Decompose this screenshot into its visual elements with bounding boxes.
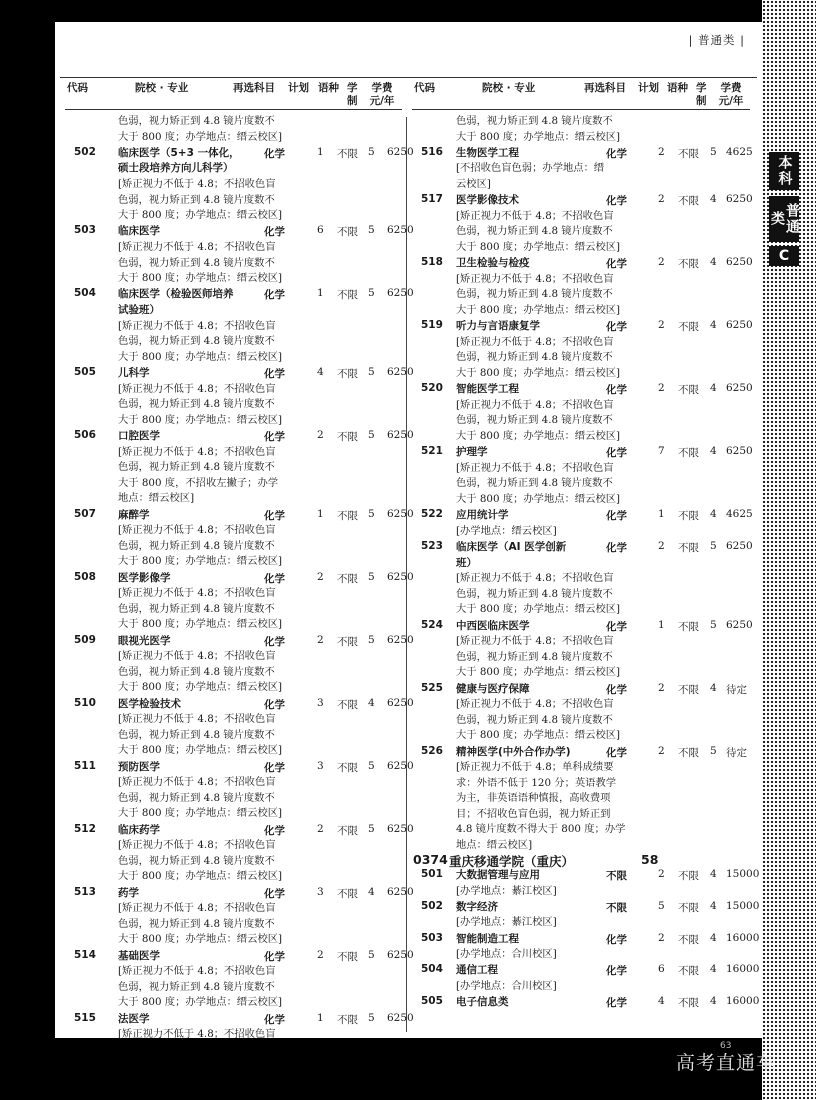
entry-years: 5: [368, 224, 375, 237]
entry-plan: 3: [317, 696, 324, 709]
entry-code: 509: [74, 633, 96, 646]
entry-plan: 2: [658, 681, 665, 694]
entry-plan: 2: [658, 319, 665, 332]
entry-note: [矫正视力不低于 4.8；不招收色盲 色弱，视力矫正到 4.8 镜片度数不 大于 800 度；办学地点：缙云校区]: [456, 572, 621, 616]
institution-code: 0374: [413, 852, 448, 867]
entry-note: [矫正视力不低于 4.8；不招收色盲 色弱，视力矫正到 4.8 镜片度数不 大于 800 度；办学地点：缙云校区]: [456, 698, 621, 742]
entry-plan: 2: [658, 145, 665, 158]
entry-note: [矫正视力不低于 4.8；不招收色盲 色弱，视力矫正到 4.8 镜片度数不 大于 800 度；办学地点：缙云校区]: [118, 965, 283, 1009]
entry-code: 504: [74, 287, 96, 300]
entry-note: [矫正视力不低于 4.8；不招收色盲 色弱，视力矫正到 4.8 镜片度数不 大于 800 度，不招收左撇子；办学 地点：缙云校区]: [118, 445, 279, 505]
hdr-school-major: 院校 · 专业: [482, 82, 536, 94]
entry-years: 4: [710, 963, 717, 976]
entry-plan: 3: [317, 759, 324, 772]
entry-note: [办学地点：合川校区]: [456, 948, 557, 961]
entry-subject: 化学: [264, 824, 285, 837]
entry-subject: 化学: [264, 431, 285, 443]
entry-subject: 化学: [606, 147, 627, 160]
entry-name: 通信工程: [456, 964, 498, 977]
entry-subject: 化学: [264, 226, 285, 239]
entry-note: [矫正视力不低于 4.8；不招收色盲 色弱，视力矫正到 4.8 镜片度数不 大于 800 度；办学地点：缙云校区]: [456, 635, 621, 679]
entry-name: 数字经济: [456, 900, 498, 913]
entry-years: 5: [368, 759, 375, 772]
entry-language: 不限: [678, 195, 699, 208]
entry-subject: 化学: [606, 195, 627, 208]
entry-plan: 2: [317, 633, 324, 646]
entry-years: 4: [710, 868, 717, 880]
entry-language: 不限: [678, 447, 699, 460]
entry-subject: 化学: [606, 384, 627, 397]
entry-years: 5: [368, 145, 375, 158]
entry-fee: 6250: [387, 633, 414, 646]
entry-note: [矫正视力不低于 4.8；不招收色盲 色弱，视力矫正到 4.8 镜片度数不 大于 800 度；办学地点：缙云校区]: [456, 398, 621, 442]
tab-c-label: C: [778, 248, 790, 264]
hdr-fee: 学费 元/年: [718, 82, 744, 107]
entry-name: 法医学: [118, 1012, 150, 1025]
entry-fee: 6250: [726, 382, 753, 395]
entry-name: 听力与言语康复学: [456, 320, 540, 333]
entry-name: 临床医学: [118, 225, 160, 238]
tab-general-label: 普通类: [769, 203, 800, 235]
entry-language: 不限: [678, 384, 699, 397]
page-number: 63: [720, 1041, 732, 1051]
hdr-subject: 再选科目: [584, 82, 626, 94]
entry-years: 4: [710, 931, 717, 944]
entry-subject: 化学: [606, 746, 627, 759]
entry-note: [矫正视力不低于 4.8；不招收色盲 色弱，视力矫正到 4.8 镜片度数不 大于 800 度；办学地点：缙云校区]: [456, 335, 621, 379]
entry-note: [矫正视力不低于 4.8；单科成绩要 求：外语不低于 120 分；英语教学 为主，非英语语种慎报，高收费项 目；不招收色盲色弱，视力矫正到 4.8 镜片度数不得大于 800 度；办学 地点：缙云校区]: [456, 761, 626, 851]
entry-plan: 1: [317, 145, 324, 158]
entry-language: 不限: [337, 147, 358, 160]
entry-name: 药学: [118, 886, 139, 899]
entry-name: 临床医学（检验医师培养 试验班）: [118, 288, 234, 316]
entry-years: 4: [710, 681, 717, 694]
entry-language: 不限: [678, 542, 699, 554]
entry-fee: 6250: [387, 366, 414, 378]
hdr-plan: 计划: [288, 82, 309, 94]
category-label: | 普通类 |: [688, 33, 745, 47]
entry-code: 502: [74, 145, 96, 158]
entry-name: 儿科学: [118, 367, 150, 379]
entry-plan: 2: [658, 744, 665, 757]
entry-fee: 16000: [726, 931, 760, 944]
entry-years: 4: [710, 382, 717, 395]
entry-subject: 化学: [264, 761, 285, 774]
entry-subject: 化学: [606, 997, 627, 1010]
entry-fee: 6250: [387, 948, 414, 961]
entry-language: 不限: [337, 635, 358, 648]
entry-language: 不限: [337, 226, 358, 239]
entry-name: 基础医学: [118, 949, 160, 962]
entry-language: 不限: [678, 147, 699, 160]
entry-fee: 6250: [387, 1011, 414, 1024]
entry-note: [矫正视力不低于 4.8；不招收色盲 色弱，视力矫正到 4.8 镜片度数不 大于 800 度；办学地点：缙云校区]: [118, 382, 283, 426]
entry-language: 不限: [678, 683, 699, 696]
entry-code: 515: [74, 1011, 96, 1024]
tab-c: [769, 246, 799, 266]
entry-name: 卫生检验与检疫: [456, 257, 530, 270]
entry-subject: 化学: [264, 635, 285, 648]
entry-years: 4: [710, 319, 717, 332]
entry-note: [矫正视力不低于 4.8；不招收色盲 色弱，视力矫正到 4.8 镜片度数不 大于 800 度；办学地点：缙云校区]: [456, 272, 621, 316]
entry-code: 503: [421, 931, 443, 944]
entry-plan: 3: [317, 885, 324, 898]
entry-fee: 6250: [387, 224, 414, 237]
entry-code: 516: [421, 145, 443, 158]
page: [55, 22, 762, 1041]
entry-code: 524: [421, 618, 443, 631]
entry-fee: 6250: [387, 885, 414, 898]
entry-name: 麻醉学: [118, 508, 150, 521]
entry-name: 医学检验技术: [118, 697, 181, 710]
entry-code: 508: [74, 570, 96, 583]
entry-plan: 4: [317, 366, 324, 378]
entry-years: 5: [368, 366, 375, 378]
entry-code: 517: [421, 193, 443, 206]
tab-undergrad: [769, 152, 799, 190]
entry-plan: 2: [658, 931, 665, 944]
entry-plan: 2: [658, 382, 665, 395]
entry-years: 5: [368, 633, 375, 646]
hdr-language: 语种: [667, 82, 688, 94]
entry-name: 医学影像技术: [456, 194, 519, 207]
entry-name: 护理学: [456, 446, 488, 459]
entry-plan: 7: [658, 445, 665, 458]
entry-code: 505: [421, 995, 443, 1008]
entry-code: 506: [74, 429, 96, 441]
entry-fee: 6250: [726, 540, 753, 552]
entry-language: 不限: [337, 761, 358, 774]
entry-name: 电子信息类: [456, 996, 509, 1009]
entry-fee: 6250: [387, 570, 414, 583]
entry-code: 504: [421, 963, 443, 976]
entry-years: 5: [710, 744, 717, 757]
entry-subject: 化学: [606, 933, 627, 946]
entry-code: 518: [421, 256, 443, 269]
entry-name: 口腔医学: [118, 430, 160, 442]
entry-code: 525: [421, 681, 443, 694]
entry-name: 健康与医疗保障: [456, 682, 530, 695]
entry-code: 510: [74, 696, 96, 709]
entry-code: 521: [421, 445, 443, 458]
entry-plan: 2: [658, 540, 665, 552]
entry-language: 不限: [337, 289, 358, 302]
entry-note: [矫正视力不低于 4.8；不招收色盲: [118, 1028, 276, 1041]
entry-language: 不限: [337, 572, 358, 585]
entry-name: 眼视光医学: [118, 634, 171, 647]
entry-code: 526: [421, 744, 443, 757]
entry-code: 501: [421, 868, 443, 880]
entry-fee: 6250: [387, 696, 414, 709]
entry-years: 4: [710, 256, 717, 269]
entry-fee: 6250: [726, 618, 753, 631]
entry-name: 临床药学: [118, 823, 160, 836]
entry-name: 中西医临床医学: [456, 619, 530, 632]
entry-language: 不限: [337, 509, 358, 522]
entry-subject: 化学: [264, 509, 285, 522]
entry-language: 不限: [337, 1013, 358, 1026]
entry-code: 502: [421, 899, 443, 912]
hdr-code: 代码: [414, 82, 435, 94]
entry-language: 不限: [678, 997, 699, 1010]
entry-years: 5: [368, 822, 375, 835]
entry-name: 应用统计学: [456, 509, 509, 522]
hdr-language: 语种: [318, 82, 339, 94]
entry-fee: 6250: [387, 287, 414, 300]
tab-undergrad-label: 本科: [776, 155, 793, 187]
entry-note: [矫正视力不低于 4.8；不招收色盲 色弱，视力矫正到 4.8 镜片度数不 大于 800 度；办学地点：缙云校区]: [118, 839, 283, 883]
entry-years: 5: [368, 507, 375, 520]
entry-fee: 16000: [726, 963, 760, 976]
entry-years: 4: [710, 995, 717, 1008]
entry-name: 精神医学(中外合作办学): [456, 745, 571, 758]
entry-years: 5: [710, 145, 717, 158]
entry-plan: 2: [317, 429, 324, 441]
entry-plan: 6: [317, 224, 324, 237]
entry-fee: 6250: [726, 193, 753, 206]
entry-subject: 化学: [606, 510, 627, 523]
entry-name: 智能制造工程: [456, 932, 519, 945]
entry-subject: 化学: [606, 321, 627, 334]
entry-plan: 1: [658, 508, 665, 521]
entry-plan: 4: [658, 995, 665, 1008]
hdr-school-major: 院校 · 专业: [135, 82, 189, 94]
entry-note: [办学地点：綦江校区]: [456, 884, 557, 897]
entry-subject: 化学: [264, 698, 285, 711]
entry-code: 507: [74, 507, 96, 520]
entry-language: 不限: [337, 950, 358, 963]
entry-fee: 15000: [726, 899, 760, 912]
entry-name: 大数据管理与应用: [456, 869, 540, 881]
entry-years: 5: [368, 429, 375, 441]
hdr-years: 学制: [347, 82, 358, 107]
entry-note: 色弱，视力矫正到 4.8 镜片度数不 大于 800 度；办学地点：缙云校区]: [456, 115, 621, 143]
entry-language: 不限: [337, 431, 358, 443]
entry-note: [矫正视力不低于 4.8；不招收色盲 色弱，视力矫正到 4.8 镜片度数不 大于 800 度；办学地点：缙云校区]: [118, 650, 283, 694]
entry-code: 511: [74, 759, 96, 772]
entry-plan: 2: [658, 193, 665, 206]
entry-note: [矫正视力不低于 4.8；不招收色盲 色弱，视力矫正到 4.8 镜片度数不 大于 800 度；办学地点：缙云校区]: [118, 178, 283, 221]
entry-code: 523: [421, 540, 443, 552]
entry-plan: 5: [658, 899, 665, 912]
entry-years: 5: [368, 948, 375, 961]
entry-subject: 化学: [264, 887, 285, 900]
entry-code: 513: [74, 885, 96, 898]
institution-plan: 58: [641, 852, 659, 867]
entry-note: [办学地点：缙云校区]: [456, 524, 557, 537]
hdr-fee: 学费 元/年: [369, 82, 395, 107]
entry-language: 不限: [678, 870, 699, 882]
entry-subject: 化学: [606, 683, 627, 696]
institution-name: 重庆移通学院（重庆）: [449, 854, 575, 869]
entry-plan: 2: [658, 256, 665, 269]
entry-plan: 2: [658, 868, 665, 880]
entry-subject: 化学: [264, 1013, 285, 1026]
entry-code: 522: [421, 508, 443, 521]
entry-years: 4: [710, 193, 717, 206]
entry-language: 不限: [337, 368, 358, 380]
entry-years: 4: [710, 899, 717, 912]
entry-language: 不限: [678, 258, 699, 271]
entry-language: 不限: [678, 620, 699, 633]
entry-code: 519: [421, 319, 443, 332]
entry-language: 不限: [678, 510, 699, 523]
entry-language: 不限: [337, 824, 358, 837]
entry-code: 505: [74, 366, 96, 378]
hdr-code: 代码: [67, 82, 88, 94]
entry-note: [矫正视力不低于 4.8；不招收色盲 色弱，视力矫正到 4.8 镜片度数不 大于 800 度；办学地点：缙云校区]: [118, 587, 283, 631]
entry-fee: 16000: [726, 995, 760, 1008]
entry-note: [矫正视力不低于 4.8；不招收色盲 色弱，视力矫正到 4.8 镜片度数不 大于 800 度；办学地点：缙云校区]: [118, 776, 283, 820]
entry-years: 4: [710, 445, 717, 458]
entry-years: 5: [368, 287, 375, 300]
entry-language: 不限: [678, 901, 699, 914]
table-header-left: [65, 80, 402, 110]
hdr-plan: 计划: [638, 82, 659, 94]
entry-subject: 化学: [606, 447, 627, 460]
entry-subject: 不限: [606, 901, 627, 914]
entry-name: 生物医学工程: [456, 146, 519, 159]
entry-plan: 2: [317, 570, 324, 583]
entry-plan: 1: [317, 287, 324, 300]
entry-language: 不限: [337, 887, 358, 900]
entry-plan: 2: [317, 948, 324, 961]
table-header-right: [412, 80, 750, 110]
entry-name: 临床医学（AI 医学创新 班）: [456, 541, 567, 569]
entry-name: 医学影像学: [118, 571, 171, 584]
entry-fee: 6250: [726, 256, 753, 269]
watermark-text: 高考直通车: [676, 1052, 777, 1074]
entry-fee: 6250: [387, 145, 414, 158]
entry-years: 4: [710, 508, 717, 521]
entry-years: 5: [368, 570, 375, 583]
entry-years: 5: [710, 618, 717, 631]
entry-subject: 化学: [264, 950, 285, 963]
entry-fee: 6250: [726, 319, 753, 332]
entry-code: 520: [421, 382, 443, 395]
entry-name: 临床医学（5+3 一体化， 硕士段培养方向儿科学）: [118, 146, 240, 175]
entry-subject: 化学: [606, 258, 627, 271]
entry-subject: 化学: [606, 965, 627, 978]
entry-note: [办学地点：合川校区]: [456, 980, 557, 992]
entry-code: 514: [74, 948, 96, 961]
entry-plan: 1: [317, 1011, 324, 1024]
entry-fee: 15000: [726, 868, 760, 880]
entry-language: 不限: [678, 321, 699, 334]
entry-subject: 化学: [264, 289, 285, 302]
entry-note: 色弱，视力矫正到 4.8 镜片度数不 大于 800 度；办学地点：缙云校区]: [118, 115, 283, 143]
header-rule: [60, 77, 757, 78]
entry-note: [矫正视力不低于 4.8；不招收色盲 色弱，视力矫正到 4.8 镜片度数不 大于 800 度；办学地点：缙云校区]: [118, 713, 283, 757]
entry-language: 不限: [678, 933, 699, 946]
entry-years: 4: [368, 696, 375, 709]
entry-note: [矫正视力不低于 4.8；不招收色盲 色弱，视力矫正到 4.8 镜片度数不 大于 800 度；办学地点：缙云校区]: [118, 241, 283, 284]
tab-general: [769, 196, 799, 242]
entry-years: 5: [368, 1011, 375, 1024]
entry-subject: 化学: [264, 147, 285, 160]
entry-plan: 6: [658, 963, 665, 976]
hdr-subject: 再选科目: [233, 82, 275, 94]
entry-fee: 待定: [726, 746, 747, 759]
entry-plan: 1: [658, 618, 665, 631]
entry-name: 预防医学: [118, 760, 160, 773]
entry-language: 不限: [678, 965, 699, 978]
entry-fee: 6250: [387, 822, 414, 835]
entry-fee: 4625: [726, 145, 753, 158]
entry-code: 512: [74, 822, 96, 835]
entry-subject: 化学: [264, 572, 285, 585]
entry-fee: 6250: [726, 445, 753, 458]
entry-fee: 6250: [387, 759, 414, 772]
entry-fee: 6250: [387, 429, 414, 441]
entry-years: 5: [710, 540, 717, 552]
entry-subject: 化学: [606, 620, 627, 633]
entry-subject: 不限: [606, 870, 627, 882]
entry-plan: 1: [317, 507, 324, 520]
entry-subject: 化学: [606, 542, 627, 554]
entry-note: [矫正视力不低于 4.8；不招收色盲 色弱，视力矫正到 4.8 镜片度数不 大于 800 度；办学地点：缙云校区]: [118, 524, 283, 568]
entry-code: 503: [74, 224, 96, 237]
entry-fee: 4625: [726, 508, 753, 521]
hdr-years: 学制: [696, 82, 707, 107]
entry-note: [矫正视力不低于 4.8；不招收色盲 色弱，视力矫正到 4.8 镜片度数不 大于 800 度；办学地点：缙云校区]: [118, 319, 283, 363]
entry-fee: 待定: [726, 683, 747, 696]
entry-language: 不限: [678, 746, 699, 759]
entry-subject: 化学: [264, 368, 285, 380]
entry-note: [矫正视力不低于 4.8；不招收色盲 色弱，视力矫正到 4.8 镜片度数不 大于 800 度；办学地点：缙云校区]: [118, 902, 283, 946]
entry-name: 智能医学工程: [456, 383, 519, 396]
entry-language: 不限: [337, 698, 358, 711]
entry-note: [矫正视力不低于 4.8；不招收色盲 色弱，视力矫正到 4.8 镜片度数不 大于 800 度；办学地点：缙云校区]: [456, 209, 621, 253]
entry-note: [办学地点：綦江校区]: [456, 916, 557, 929]
entry-years: 4: [368, 885, 375, 898]
entry-note: [不招收色盲色弱；办学地点：缙 云校区]: [456, 162, 605, 190]
entry-plan: 2: [317, 822, 324, 835]
category-text: 普通类: [697, 33, 736, 47]
entry-note: [矫正视力不低于 4.8；不招收色盲 色弱，视力矫正到 4.8 镜片度数不 大于 800 度；办学地点：缙云校区]: [456, 461, 621, 505]
entry-fee: 6250: [387, 507, 414, 520]
